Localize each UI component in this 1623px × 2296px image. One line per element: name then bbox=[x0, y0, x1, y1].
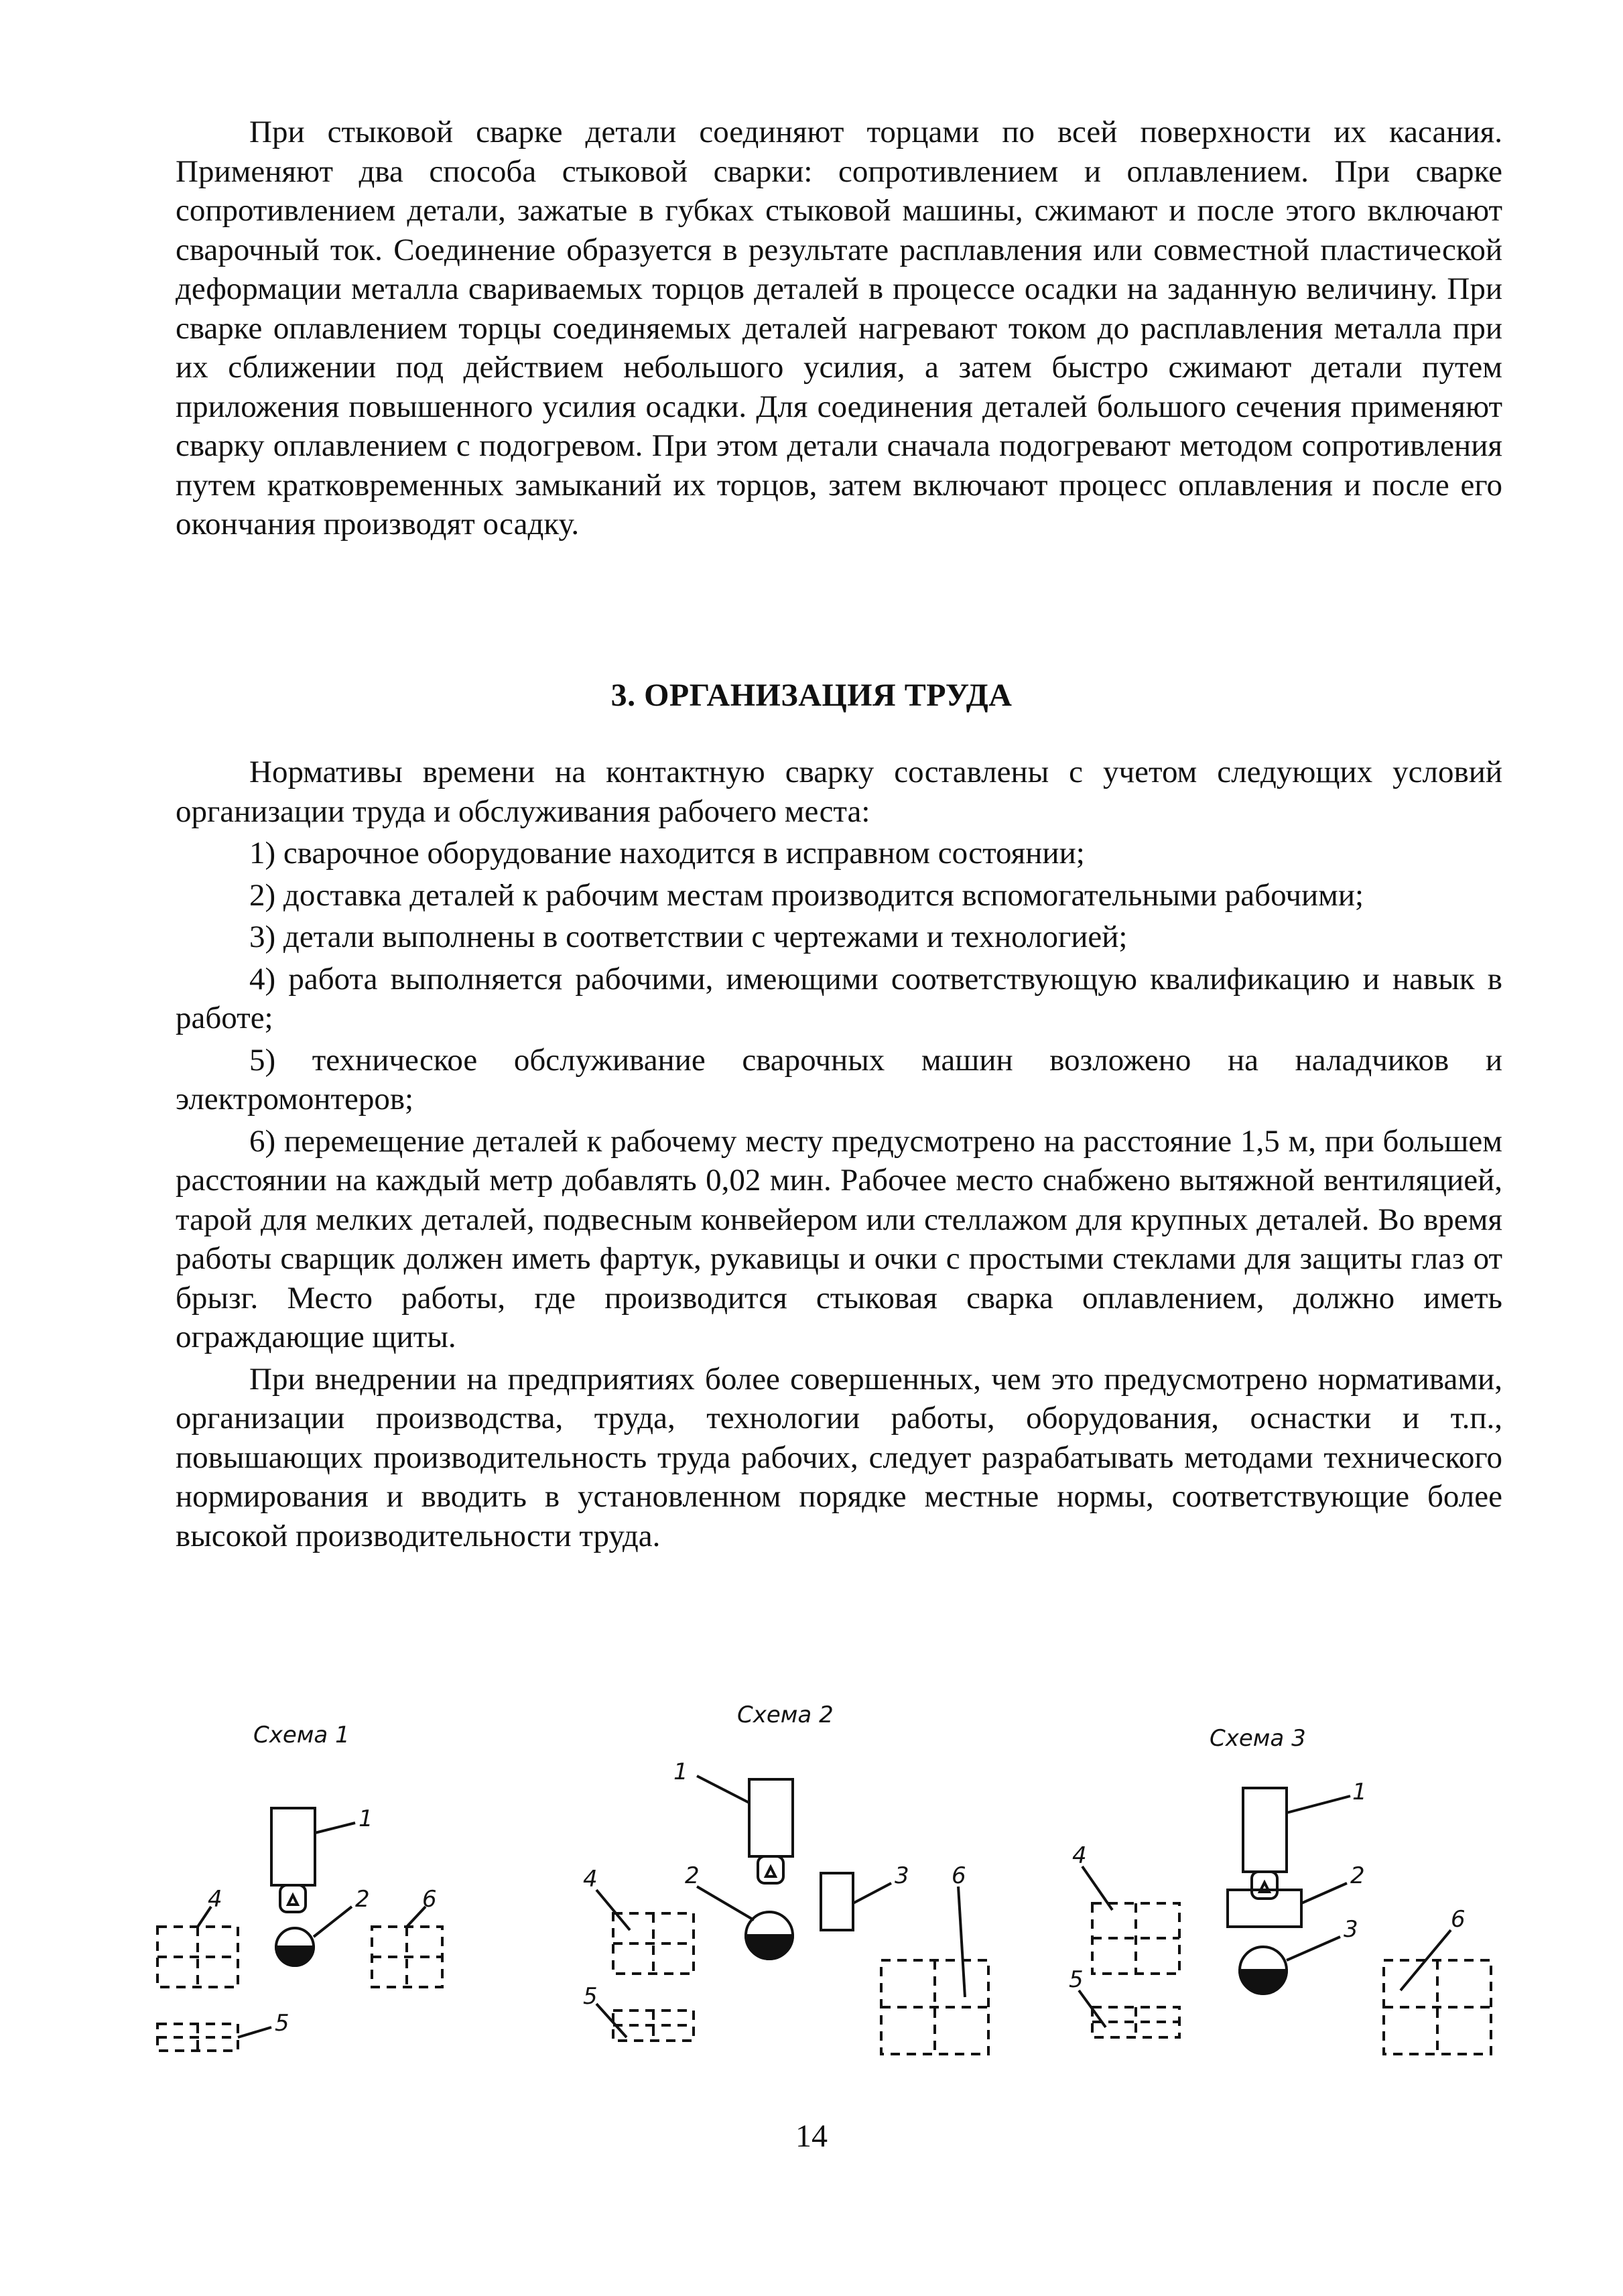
condition-item: 3) детали выполнены в соответствии с чертежами и технологией; bbox=[249, 919, 1128, 954]
scheme-label: 1 bbox=[359, 1805, 373, 1832]
scheme-label: 6 bbox=[952, 1862, 966, 1889]
fixture-icon bbox=[1228, 1890, 1301, 1927]
scheme-label: 4 bbox=[583, 1866, 598, 1893]
electrode-icon bbox=[288, 1895, 298, 1905]
section-heading: 3. ОРГАНИЗАЦИЯ ТРУДА bbox=[610, 678, 1013, 713]
leader-line bbox=[315, 1823, 355, 1833]
scheme-label: 4 bbox=[1072, 1842, 1087, 1869]
workplace-schemes bbox=[0, 1689, 1623, 2091]
scheme-label: 5 bbox=[583, 1983, 598, 2010]
parts-container-icon bbox=[372, 1927, 442, 1987]
scheme-label: 4 bbox=[208, 1886, 222, 1913]
condition-item: 2) доставка деталей к рабочим местам производится вспомогательными рабочими; bbox=[249, 877, 1364, 913]
leader-line bbox=[697, 1776, 749, 1803]
leader-line bbox=[1301, 1883, 1347, 1903]
condition-item: 1) сварочное оборудование находится в исправном состоянии; bbox=[249, 836, 1085, 871]
scheme-label: 6 bbox=[422, 1886, 437, 1913]
leader-line bbox=[1287, 1796, 1350, 1813]
parts-container-icon bbox=[1384, 1960, 1491, 2054]
condition-item: 6) перемещение деталей к рабочему месту предусмотрено на расстояние 1,5 м, при большем расстоянии на каждый метр добавлять 0,02 мин. Рабочее место снабжено вытяжной вентиляцией, тарой для мелких деталей, подвесным конвейером или стеллажом для крупных деталей. Во время работы сварщик должен иметь фартук, рукавицы и очки с простыми стеклами для защиты глаз от брызг. Место работы, где производится стыковая сварка оплавлением, должно иметь ограждающие щиты. bbox=[176, 1123, 1502, 1354]
section-intro-paragraph: Нормативы времени на контактную сварку составлены с учетом следующих условий организации труда и обслуживания рабочего места: bbox=[176, 755, 1502, 829]
closing-paragraph: При внедрении на предприятиях более совершенных, чем это предусмотрено нормативами, организации производства, труда, технологии работы, оборудования, оснастки и т.п., повышающих производительность труда рабочих, следует разрабатывать методами технического нормирования и вводить в установленном порядке местные нормы, соответствующие более высокой производительности труда. bbox=[176, 1361, 1502, 1553]
scheme-1 bbox=[157, 1722, 442, 2051]
welding-machine-icon bbox=[749, 1779, 793, 1856]
operator-fill-icon bbox=[1240, 1970, 1287, 1994]
scheme-title: Схема 1 bbox=[253, 1722, 350, 1748]
tray-icon bbox=[157, 2024, 238, 2051]
scheme-label: 5 bbox=[275, 2010, 289, 2037]
leader-line bbox=[1287, 1937, 1340, 1960]
page-number: 14 bbox=[795, 2118, 828, 2154]
electrode-icon bbox=[766, 1867, 775, 1876]
leader-line bbox=[314, 1907, 352, 1937]
scheme-label: 3 bbox=[1344, 1916, 1358, 1943]
leader-line bbox=[697, 1887, 754, 1920]
leader-line bbox=[596, 2004, 627, 2037]
leader-line bbox=[853, 1883, 891, 1903]
scheme-2 bbox=[583, 1702, 988, 2054]
condition-item: 4) работа выполняется рабочими, имеющими соответствующую квалификацию и навык в работе; bbox=[176, 961, 1502, 1035]
welding-machine-icon bbox=[1243, 1788, 1287, 1872]
scheme-label: 3 bbox=[895, 1862, 909, 1889]
schemes-drawing bbox=[0, 1689, 1623, 2091]
section-body bbox=[176, 753, 1502, 1558]
tray-icon bbox=[1092, 2007, 1179, 2037]
part-box-icon bbox=[821, 1873, 853, 1930]
leader-line bbox=[238, 2027, 271, 2037]
scheme-label: 5 bbox=[1069, 1966, 1084, 1993]
leader-line bbox=[596, 1890, 630, 1930]
machine-head-icon bbox=[280, 1885, 306, 1912]
scheme-3 bbox=[1069, 1725, 1491, 2054]
scheme-label: 6 bbox=[1451, 1906, 1466, 1933]
condition-item: 5) техническое обслуживание сварочных машин возложено на наладчиков и электромонтеров; bbox=[176, 1042, 1502, 1117]
scheme-label: 2 bbox=[685, 1862, 700, 1889]
operator-fill-icon bbox=[746, 1935, 793, 1959]
scheme-label: 2 bbox=[355, 1886, 370, 1913]
scheme-label: 1 bbox=[1352, 1779, 1367, 1805]
leader-line bbox=[958, 1887, 965, 1997]
welding-machine-icon bbox=[271, 1808, 315, 1885]
operator-fill-icon bbox=[276, 1947, 314, 1966]
parts-container-icon bbox=[1092, 1903, 1179, 1974]
scheme-title: Схема 2 bbox=[737, 1702, 834, 1728]
parts-container-icon bbox=[881, 1960, 988, 2054]
parts-container-icon bbox=[157, 1927, 238, 1987]
scheme-label: 2 bbox=[1350, 1862, 1365, 1889]
scheme-title: Схема 3 bbox=[1210, 1725, 1306, 1752]
intro-paragraph: При стыковой сварке детали соединяют торцами по всей поверхности их касания. Применяют два способа стыковой сварки: сопротивлением и оплавлением. При сварке сопротивлением детали, зажатые в губках стыковой машины, сжимают и после этого включают сварочный ток. Соединение образуется в результате расплавления или совместной пластической деформации металла свариваемых торцов деталей в процессе осадки на заданную величину. При сварке оплавлением торцы соединяемых деталей нагревают током до расплавления металла при их сближении под действием небольшого усилия, а затем быстро сжимают детали путем приложения повышенного усилия осадки. Для соединения деталей большого сечения применяют сварку оплавлением с подогревом. При этом детали сначала подогревают методом сопротивления путем кратковременных замыканий их торцов, затем включают процесс оплавления и после его окончания производят осадку. bbox=[176, 115, 1502, 541]
intro-section bbox=[176, 113, 1502, 544]
scheme-label: 1 bbox=[673, 1759, 688, 1785]
